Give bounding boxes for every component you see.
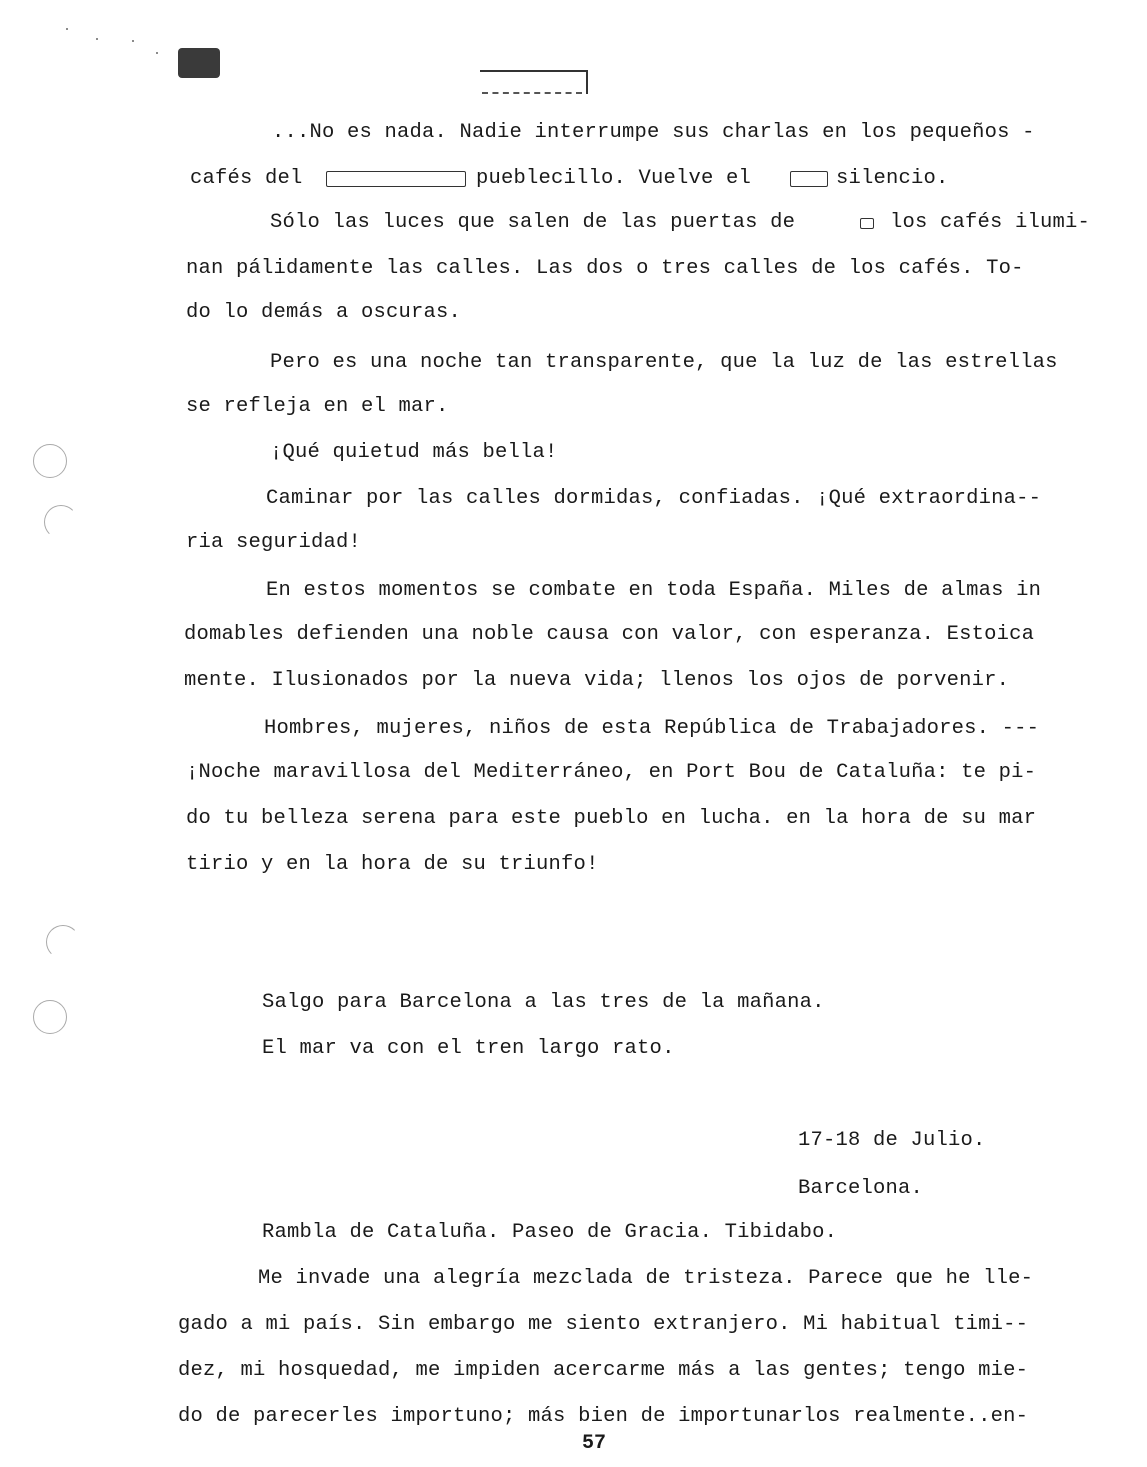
text-line: do de parecerles importuno; más bien de importunarlos realmente..en-	[178, 1405, 1029, 1428]
text-line: Hombres, mujeres, niños de esta República de Trabajadores. ---	[264, 717, 1040, 740]
text-line: Rambla de Cataluña. Paseo de Gracia. Tibidabo.	[262, 1221, 838, 1244]
text-line: Sólo las luces que salen de las puertas de	[270, 211, 796, 234]
crossed-out-box	[326, 171, 466, 187]
text-line: gado a mi país. Sin embargo me siento extranjero. Mi habitual timi--	[178, 1313, 1029, 1336]
ink-blot	[178, 48, 220, 78]
crossed-out-box	[790, 171, 828, 187]
punch-hole	[33, 1000, 67, 1034]
date-line: 17-18 de Julio.	[798, 1129, 986, 1152]
text-line: El mar va con el tren largo rato.	[262, 1037, 675, 1060]
text-line: Salgo para Barcelona a las tres de la mañana.	[262, 991, 825, 1014]
text-line: domables defienden una noble causa con valor, con esperanza. Estoica	[184, 623, 1035, 646]
text-line: Pero es una noche tan transparente, que la luz de las estrellas	[270, 351, 1058, 374]
text-line: se refleja en el mar.	[186, 395, 449, 418]
text-line: dez, mi hosquedad, me impiden acercarme más a las gentes; tengo mie-	[178, 1359, 1029, 1382]
text-line: ¡Noche maravillosa del Mediterráneo, en Port Bou de Cataluña: te pi-	[186, 761, 1037, 784]
text-line: ¡Qué quietud más bella!	[270, 441, 558, 464]
text-line: los cafés ilumi-	[890, 211, 1091, 234]
speck	[156, 52, 158, 54]
text-line: Caminar por las calles dormidas, confiadas. ¡Qué extraordina--	[266, 487, 1042, 510]
text-line: do lo demás a oscuras.	[186, 301, 462, 324]
text-line: tirio y en la hora de su triunfo!	[186, 853, 599, 876]
text-line: ...No es nada. Nadie interrumpe sus charlas en los pequeños -	[272, 121, 1035, 144]
text-line: do tu belleza serena para este pueblo en lucha. en la hora de su mar	[186, 807, 1037, 830]
text-line: mente. Ilusionados por la nueva vida; llenos los ojos de porvenir.	[184, 669, 1010, 692]
crossed-out-box	[860, 218, 874, 229]
text-line: pueblecillo. Vuelve el	[476, 167, 752, 190]
text-line: nan pálidamente las calles. Las dos o tres calles de los cafés. To-	[186, 257, 1024, 280]
punch-hole	[33, 444, 67, 478]
text-line: cafés del	[190, 167, 303, 190]
speck	[96, 38, 98, 40]
speck	[132, 40, 134, 42]
speck	[66, 28, 68, 30]
text-line: ria seguridad!	[186, 531, 362, 554]
punch-hole	[44, 505, 78, 539]
page-number: 57	[582, 1432, 607, 1455]
text-line: Me invade una alegría mezclada de tristeza. Parece que he lle-	[258, 1267, 1034, 1290]
text-line: En estos momentos se combate en toda España. Miles de almas in	[266, 579, 1042, 602]
text-line: silencio.	[836, 167, 949, 190]
punch-hole	[46, 925, 80, 959]
crossed-out-mark-dash	[482, 92, 582, 94]
place-line: Barcelona.	[798, 1177, 924, 1200]
crossed-out-mark	[480, 70, 588, 94]
